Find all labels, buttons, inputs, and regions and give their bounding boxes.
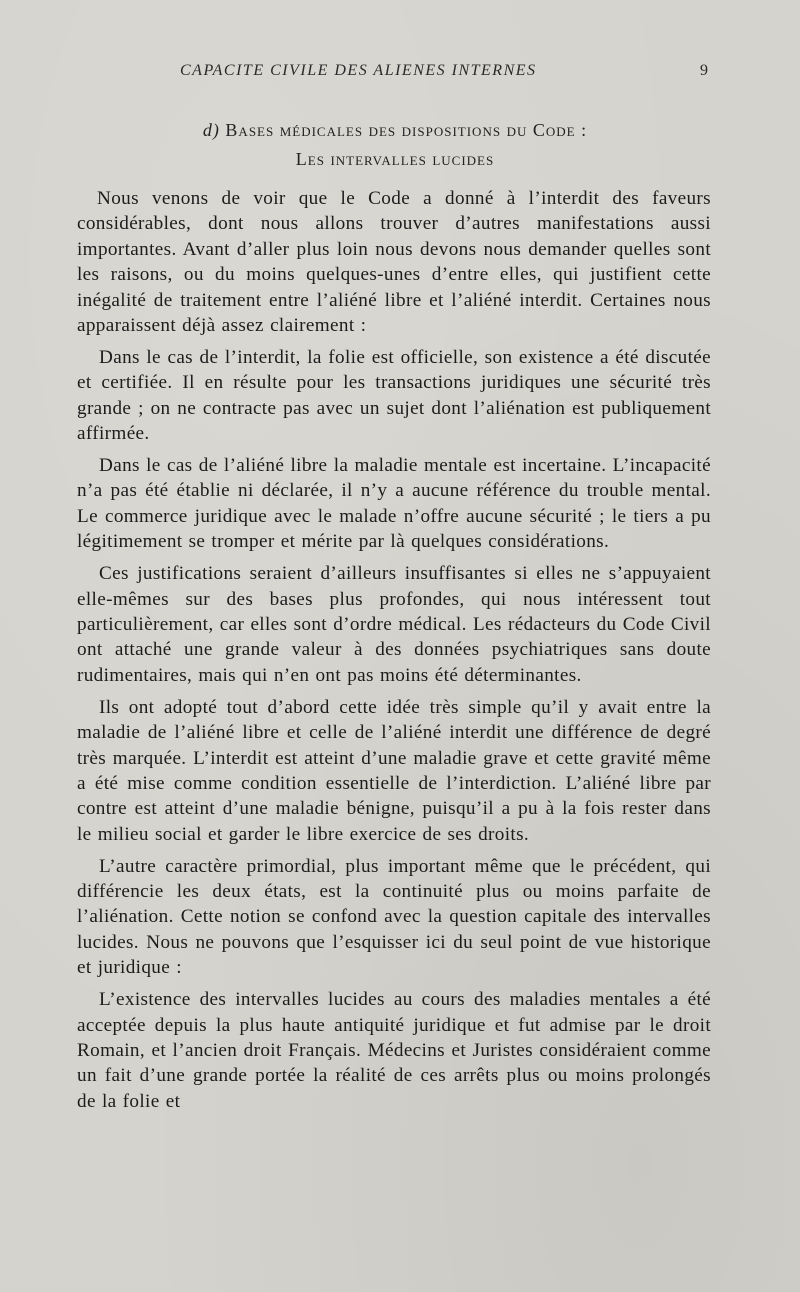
paragraph: L’existence des intervalles lucides au cours des maladies mentales a été acceptée depuis la plus haute antiquité juridique et fut admise par le droit Romain, et l’ancien droit Français. Médecins et Juristes considéraient comme un fait d’une grande portée la réalité de ces arrêts plus ou moins prolongés de la folie et: [77, 989, 711, 1112]
paragraph: Ces justifications seraient d’ailleurs insuffisantes si elles ne s’appuyaient elle-mêmes sur des bases plus profondes, qui nous intéressent tout particulièrement, car elles sont d’ordre médical. Les rédacteurs du Code Civil ont attaché une grande valeur à des données psychiatriques sans doute rudimentaires, mais qui n’en ont pas moins été déterminantes.: [77, 563, 711, 686]
section-heading: [75, 116, 715, 174]
body-text: [77, 186, 711, 1114]
page-number: 9: [700, 62, 708, 79]
paragraph: Ils ont adopté tout d’abord cette idée très simple qu’il y avait entre la maladie de l’aliéné libre et celle de l’aliéné interdit une différence de degré très marquée. L’interdit est atteint d’une maladie grave et cette gravité même a été mise comme condition essentielle de l’interdiction. L’aliéné libre par contre est atteint d’une maladie bénigne, puisqu’il a pu à la fois rester dans le milieu social et garder le libre exercice de ses droits.: [77, 696, 711, 845]
section-title-line2: Les intervalles lucides: [295, 149, 495, 169]
section-letter: d): [202, 120, 220, 140]
paragraph: Dans le cas de l’aliéné libre la maladie mentale est incertaine. L’incapacité n’a pas été établie ni déclarée, il n’y a aucune référence du trouble mental. Le commerce juridique avec le malade n’offre aucune sécurité ; le tiers a pu légitimement se tromper et mérite par là quelques considérations.: [77, 455, 711, 553]
paragraph: Nous venons de voir que le Code a donné à l’interdit des faveurs considérables, dont nous allons trouver d’autres manifestations aussi importantes. Avant d’aller plus loin nous devons nous demander quelles sont les raisons, ou du moins quelques-unes d’entre elles, qui justifient cette inégalité de traitement entre l’aliéné libre et l’aliéné interdit. Certaines nous apparaissent déjà assez clairement :: [77, 188, 711, 337]
section-title-line1: Bases médicales des dispositions du Code :: [225, 120, 588, 140]
paragraph: L’autre caractère primordial, plus important même que le précédent, qui différencie les deux états, est la continuité plus ou moins parfaite de l’aliénation. Cette notion se confond avec la question capitale des intervalles lucides. Nous ne pouvons que l’esquisser ici du seul point de vue historique et juridique :: [77, 855, 711, 979]
running-title: CAPACITE CIVILE DES ALIENES INTERNES: [180, 62, 537, 79]
paragraph: Dans le cas de l’interdit, la folie est officielle, son existence a été discutée et certifiée. Il en résulte pour les transactions juridiques une sécurité très grande ; on ne contracte pas avec un sujet dont l’aliénation est publiquement affirmée.: [77, 346, 711, 445]
section-heading-line-1: [75, 116, 715, 145]
